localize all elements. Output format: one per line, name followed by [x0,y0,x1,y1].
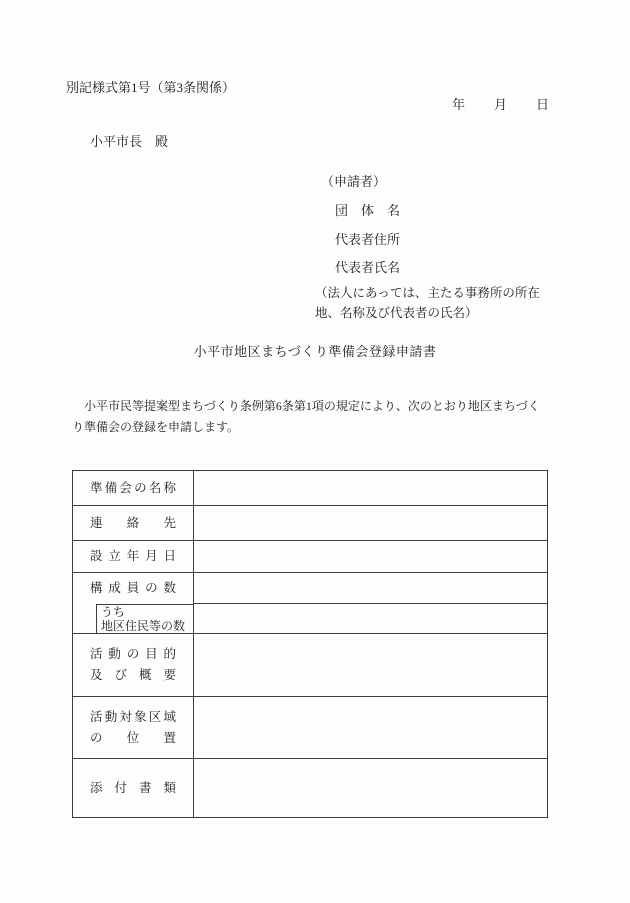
applicant-field-group-name: 団 体 名 [335,203,401,218]
value-cell-members [193,573,547,604]
body-line-1: 小平市民等提案型まちづくり条例第6条第1項の規定により、次のとおり地区まちづく [72,399,540,413]
value-cell-name [193,471,547,505]
applicant-note-line1: （法人にあっては、主たる事務所の所在 [315,286,540,300]
applicant-note [315,283,557,323]
table-row-contact [73,506,547,541]
date-line: 年 月 日 [452,97,551,112]
row-label-contact: 連絡先 [90,515,176,530]
table-row-name [73,471,547,506]
value-cell-established [193,541,547,572]
body-paragraph [72,396,572,438]
row-label-purpose-line1: 活動の目的 [90,647,176,661]
table-row-members [73,573,547,604]
value-cell-contact [193,506,547,540]
row-label-purpose-line2: 及び概要 [90,668,176,682]
row-label-established: 設立年月日 [90,549,176,563]
applicant-field-rep-address: 代表者住所 [335,232,401,247]
row-label-attachments: 添付書類 [90,780,176,795]
row-label-members: 構成員の数 [90,581,176,595]
table-row-purpose [73,634,547,697]
table-row-district-residents [73,604,547,634]
form-number: 別記様式第1号（第3条関係） [66,80,236,95]
application-table [72,470,548,818]
row-label-area-line2: の位置 [90,730,176,745]
sub-label-district-residents [96,604,193,633]
document-title: 小平市地区まちづくり準備会登録申請書 [193,344,437,359]
row-label-area-line1: 活動対象区域 [90,709,176,724]
applicant-note-line2: 地、名称及び代表者の氏名） [315,306,478,320]
value-cell-purpose [193,634,547,696]
sub-label-line2: 地区住民等の数 [101,619,186,633]
table-row-attachments [73,759,547,817]
value-cell-attachments [193,759,547,817]
body-line-2: り準備会の登録を申請します。 [72,420,240,434]
table-row-established [73,541,547,573]
applicant-heading: （申請者） [321,174,387,189]
sub-label-line1: うち [101,605,126,619]
row-label-name: 準備会の名称 [90,480,176,495]
value-cell-area [193,697,547,758]
value-cell-district-residents [193,604,547,633]
applicant-field-rep-name: 代表者氏名 [335,260,401,275]
addressee: 小平市長 殿 [90,134,169,149]
table-row-area [73,697,547,759]
